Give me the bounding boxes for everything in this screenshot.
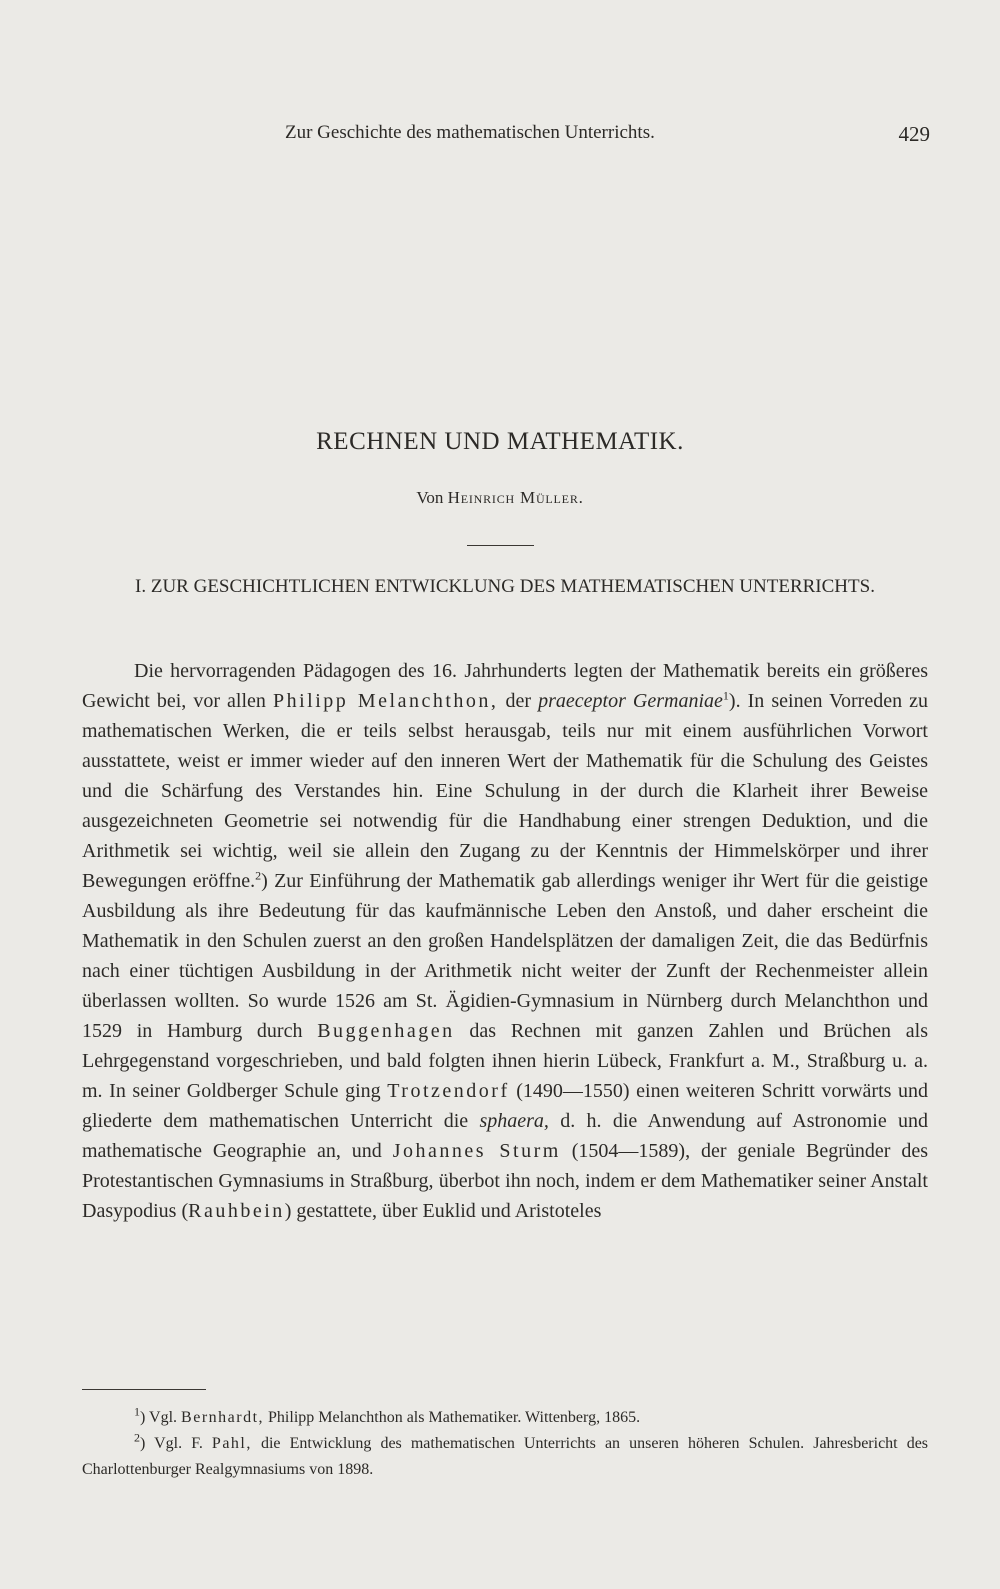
footnotes xyxy=(82,1405,928,1483)
paragraph xyxy=(82,656,928,1226)
italic-phrase: praeceptor Germaniae xyxy=(538,690,723,712)
text-run: Die hervorragenden Pädagogen des 16. Jahrhunderts legten der Mathematik bereits ein größeres Gewicht bei, vor allen xyxy=(82,660,928,712)
footnote-2 xyxy=(82,1431,928,1483)
footnote-text: Philipp Melanchthon als Mathematiker. Wittenberg, 1865. xyxy=(268,1409,641,1426)
text-run: ) gestattete, über Euklid und Aristoteles xyxy=(284,1200,602,1222)
body-text xyxy=(82,656,928,1226)
running-header xyxy=(80,122,930,152)
section-heading: I. ZUR GESCHICHTLICHEN ENTWICKLUNG DES MATHEMATISCHEN UNTERRICHTS. xyxy=(135,576,875,597)
byline xyxy=(0,488,1000,508)
italic-phrase: sphaera, xyxy=(479,1110,549,1132)
article-title: RECHNEN UND MATHEMATIK. xyxy=(316,428,684,455)
byline-prefix: Von xyxy=(416,488,444,507)
person-name: Rauhbein xyxy=(188,1200,285,1222)
text-run: (1504—1589), der geniale Begründer des Protestantischen Gymnasiums in Straßburg, überbot ihn noch, indem er dem Mathematiker seiner Anstalt Dasypodius ( xyxy=(82,1140,929,1222)
footnote-author: Bernhardt, xyxy=(181,1409,265,1426)
title-rule xyxy=(467,545,534,546)
footnote-author: Pahl, xyxy=(211,1435,252,1452)
footnote-ref: 2 xyxy=(255,868,262,883)
text-run: ). In seinen Vorreden zu mathematischen Werken, die er teils selbst herausgab, teils nur mit einem ausführlichen Vorwort ausstattete, weist er immer wieder auf den inneren Wert der Mathematik für die Schulung des Geistes und die Schärfung des Verstandes hin. Eine Schulung in der durch die Klarheit ihrer Beweise ausgezeichneten Geometrie sei notwendig für die Handhabung einer strengen Deduktion, und die Arithmetik sei wichtig, weil sie allein den Zugang zu der Kenntnis der Himmelskörper und ihrer Bewegungen eröffne. xyxy=(82,690,929,892)
text-run: (1490—1550) einen weiteren Schritt vorwärts und gliederte dem mathematischen Unterricht die xyxy=(82,1080,929,1132)
running-title: Zur Geschichte des mathematischen Unterrichts. xyxy=(285,122,655,143)
person-name: Philipp Melanchthon, xyxy=(273,690,499,712)
footnote-mark: 1 xyxy=(134,1404,140,1419)
author-name: Heinrich Müller. xyxy=(447,488,584,507)
footnote-prefix: ) Vgl. F. xyxy=(140,1435,203,1452)
text-run: d. h. die Anwendung auf Astronomie und mathematische Geographie an, und xyxy=(82,1110,929,1162)
footnote-rule xyxy=(82,1389,206,1390)
text-run: das Rechnen mit ganzen Zahlen und Brüchen als Lehrgegenstand vorgeschrieben, und bald folgten ihnen hierin Lübeck, Frankfurt a. M., Straßburg u. a. m. In seiner Goldberger Schule ging xyxy=(82,1020,928,1102)
text-run: ) Zur Einführung der Mathematik gab allerdings weniger ihr Wert für die geistige Ausbildung als ihre Bedeutung für das kaufmännische Leben den Anstoß, und daher erscheint die Mathematik in den Schulen zuerst an den großen Handelsplätzen der damaligen Zeit, die das Bedürfnis nach einer tüchtigen Ausbildung in der Arithmetik nicht weiter der Zunft der Rechenmeister allein überlassen wollten. So wurde 1526 am St. Ägidien-Gymnasium in Nürnberg durch Melanchthon und 1529 in Hamburg durch xyxy=(82,870,928,1042)
footnote-1 xyxy=(82,1405,928,1431)
footnote-prefix: ) Vgl. xyxy=(140,1409,178,1426)
person-name: Johannes Sturm xyxy=(392,1140,561,1162)
footnote-ref: 1 xyxy=(722,688,729,703)
person-name: Trotzendorf xyxy=(387,1080,510,1102)
page-number: 429 xyxy=(898,122,930,146)
person-name: Buggenhagen xyxy=(317,1020,455,1042)
text-run: der xyxy=(505,690,532,712)
footnote-text: die Entwicklung des mathematischen Unterrichts an unseren höheren Schulen. Jahresbericht des Charlottenburger Realgymnasiums von 1898. xyxy=(82,1435,929,1478)
footnote-mark: 2 xyxy=(134,1430,140,1445)
